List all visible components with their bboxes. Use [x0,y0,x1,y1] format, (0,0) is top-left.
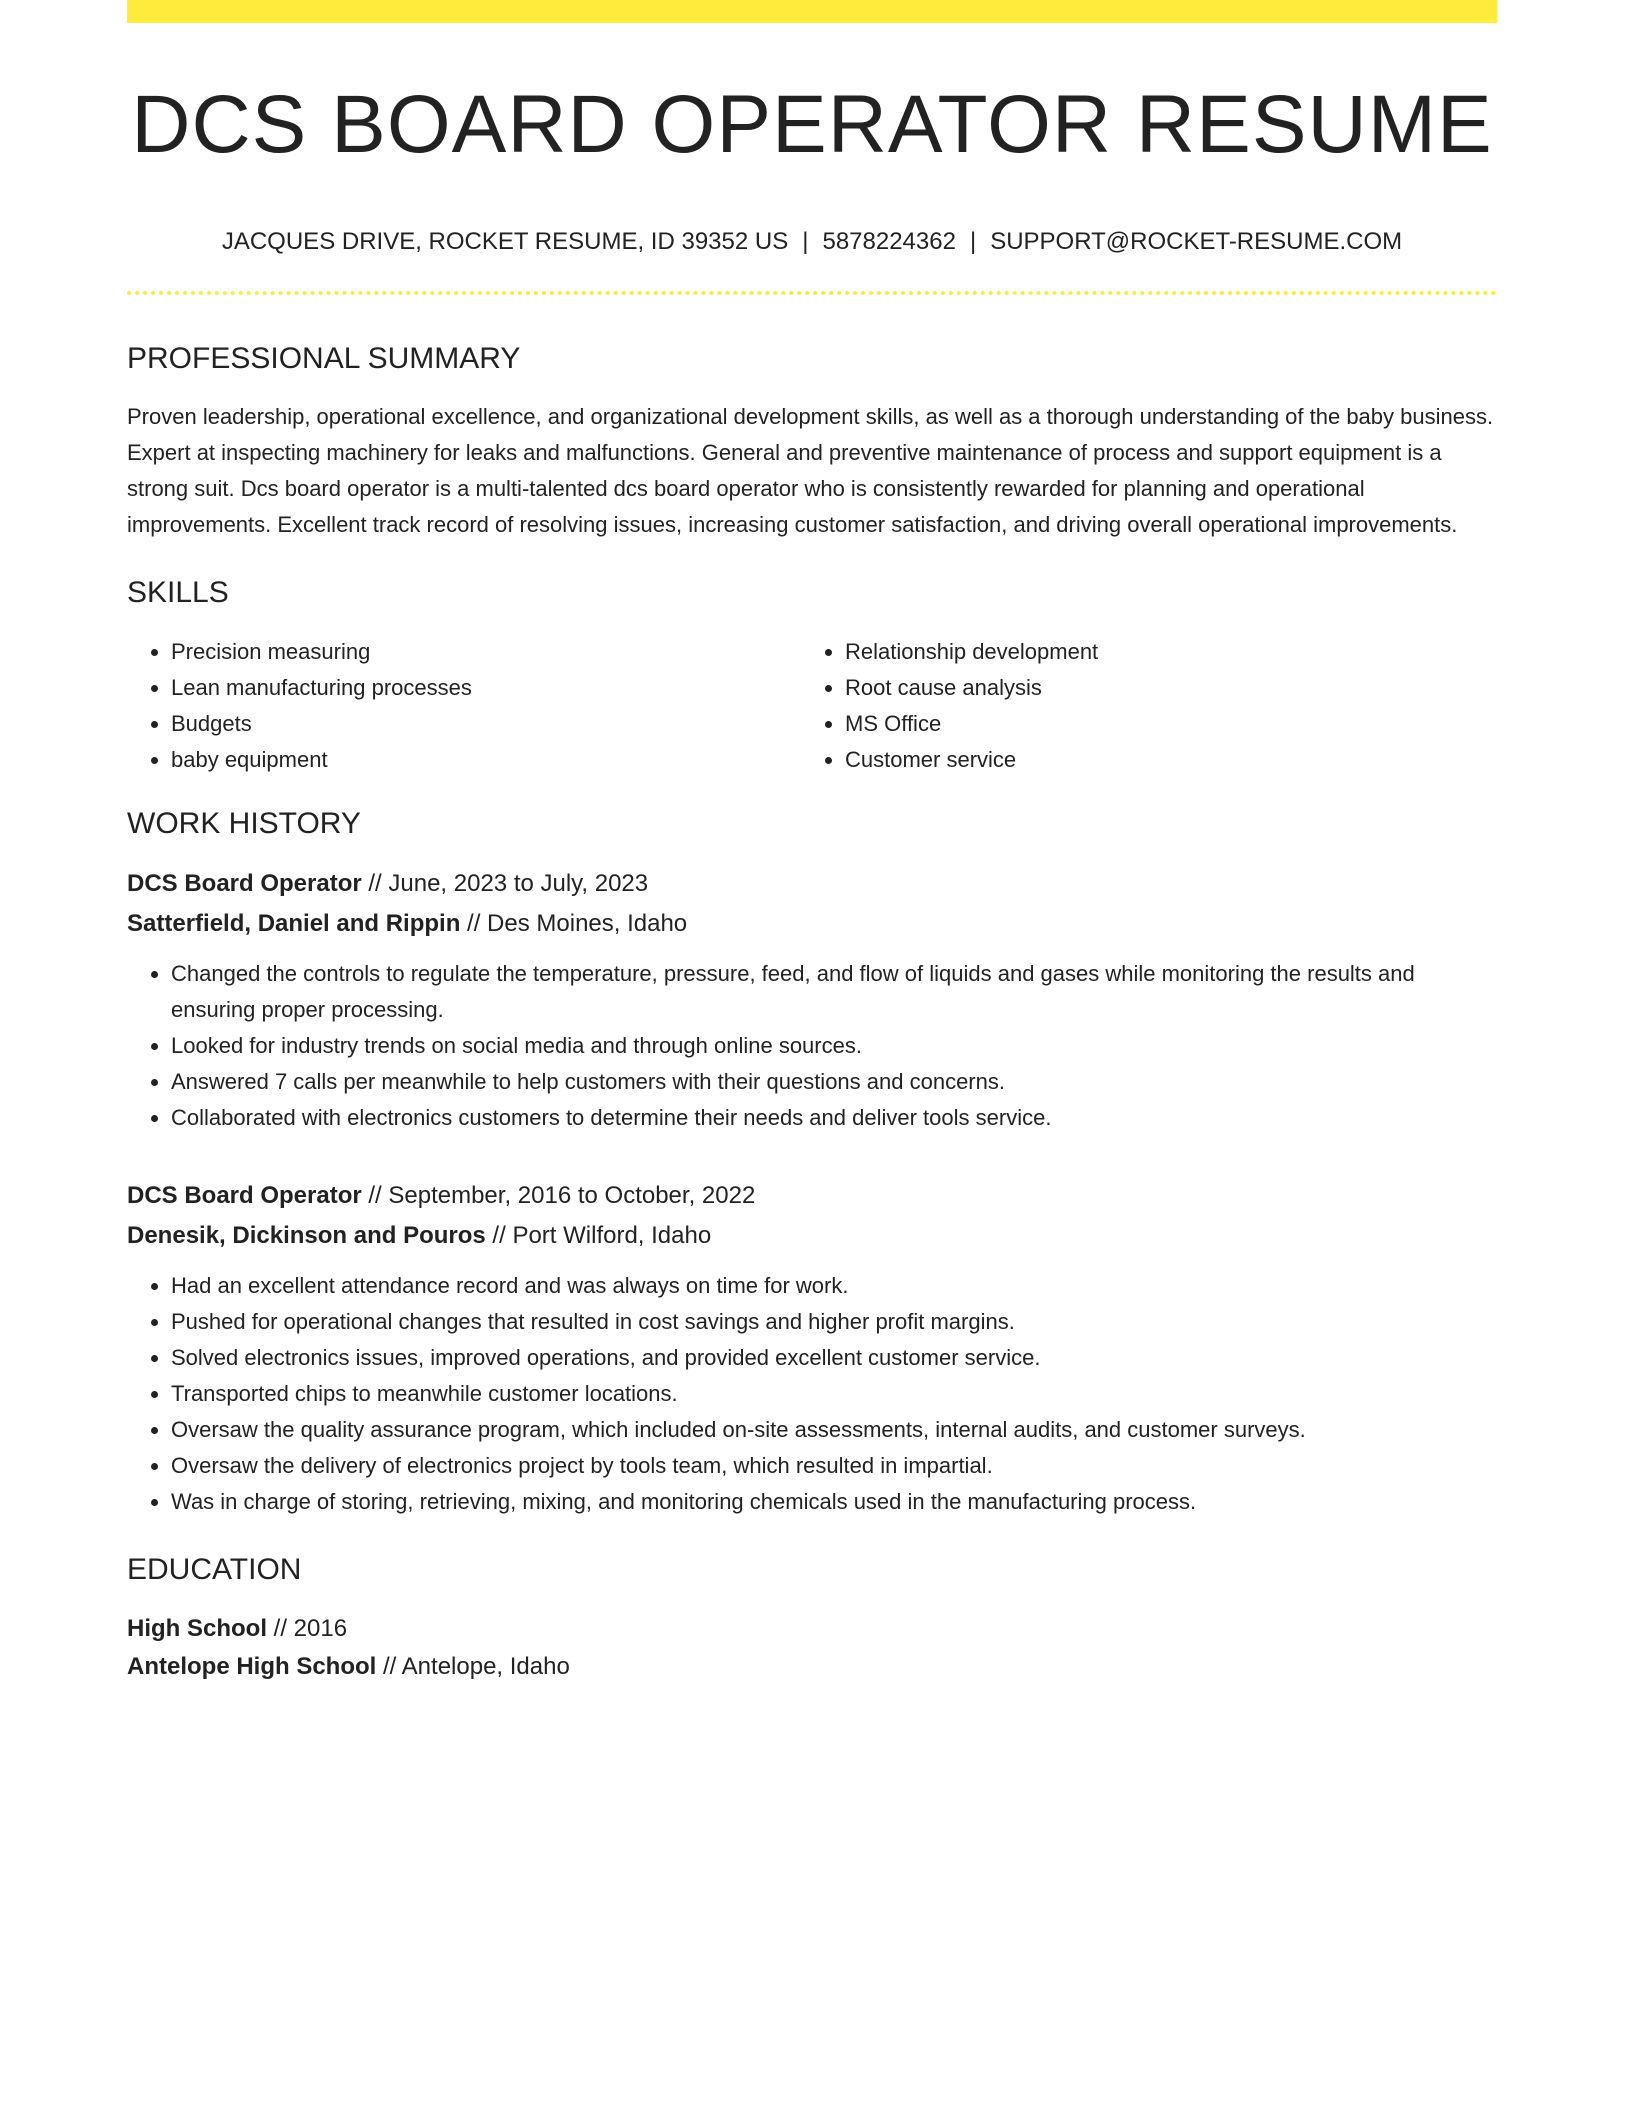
education-location: // Antelope, Idaho [376,1652,570,1680]
section-heading-work: WORK HISTORY [127,806,361,840]
education-degree: High School [127,1614,267,1642]
job-company: Denesik, Dickinson and Pouros [127,1221,486,1249]
contact-separator: | [802,228,809,256]
job-title: DCS Board Operator [127,1181,362,1209]
dotted-divider [127,291,1497,295]
education-school-line [127,1648,1497,1686]
contact-line [127,228,1497,257]
job-bullet: • Oversaw the quality assurance program, which included on-site assessments, internal audits, and customer surveys. [171,1412,1497,1448]
job-bullet: • Collaborated with electronics customers to determine their needs and deliver tools service. [171,1100,1497,1136]
contact-separator: | [969,228,977,256]
education-degree-line [127,1610,1497,1648]
job-bullet: • Solved electronics issues, improved operations, and provided excellent customer service. [171,1340,1497,1376]
job-bullets [127,1268,1497,1520]
job-bullet: • Was in charge of storing, retrieving, mixing, and monitoring chemicals used in the manufacturing process. [171,1484,1497,1520]
job-location: // Des Moines, Idaho [460,909,688,937]
job-entry [127,1176,1497,1520]
education-entry [127,1610,1497,1686]
section-heading-skills: SKILLS [127,575,229,609]
contact-phone: 5878224362 [822,228,956,256]
job-bullet: • Pushed for operational changes that resulted in cost savings and higher profit margins. [171,1304,1497,1340]
skill-item: • Customer service [845,742,1475,778]
resume-title: DCS BOARD OPERATOR RESUME [131,79,1493,170]
job-bullet: • Answered 7 calls per meanwhile to help customers with their questions and concerns. [171,1064,1497,1100]
job-title: DCS Board Operator [127,869,362,897]
job-company-line [127,904,1497,944]
professional-summary-section [127,341,1497,543]
contact-address: JACQUES DRIVE, ROCKET RESUME, ID 39352 US [221,228,789,256]
education-section [127,1552,1497,1686]
skill-item: • Relationship development [845,634,1475,670]
skills-list-right [801,634,1475,778]
job-title-line [127,864,1497,904]
job-company-line [127,1216,1497,1256]
section-heading-education: EDUCATION [127,1552,302,1586]
job-bullet: • Transported chips to meanwhile customer locations. [171,1376,1497,1412]
skills-grid [127,634,1497,778]
skill-item: • baby equipment [171,742,801,778]
job-bullet: • Oversaw the delivery of electronics project by tools team, which resulted in impartial. [171,1448,1497,1484]
skills-list-left [127,634,801,778]
contact-email: SUPPORT@ROCKET-RESUME.COM [990,228,1403,256]
job-bullet: • Had an excellent attendance record and was always on time for work. [171,1268,1497,1304]
job-bullet: • Changed the controls to regulate the temperature, pressure, feed, and flow of liquids and gases while monitoring the results and ensuring proper processing. [171,956,1497,1028]
job-bullets [127,956,1497,1136]
job-dates: // September, 2016 to October, 2022 [361,1181,756,1209]
education-school: Antelope High School [127,1652,377,1680]
skill-item: • Precision measuring [171,634,801,670]
job-company: Satterfield, Daniel and Rippin [127,909,461,937]
resume-page [127,0,1497,1686]
skill-item: • Lean manufacturing processes [171,670,801,706]
work-history-section [127,806,1497,1520]
job-entry [127,864,1497,1136]
job-title-line [127,1176,1497,1216]
skill-item: • Root cause analysis [845,670,1475,706]
skill-item: • MS Office [845,706,1475,742]
job-bullet: • Looked for industry trends on social media and through online sources. [171,1028,1497,1064]
job-dates: // June, 2023 to July, 2023 [361,869,649,897]
summary-text: Proven leadership, operational excellence, and organizational development skills, as well as a thorough understanding of the baby business. Expert at inspecting machinery for leaks and malfunctions. General and preventive maintenance of process and support equipment is a strong suit. Dcs board operator is a multi-talented dcs board operator who is consistently rewarded for planning and operational improvements. Excellent track record of resolving issues, increasing customer satisfaction, and driving overall operational improvements. [127,403,1494,537]
job-location: // Port Wilford, Idaho [485,1221,712,1249]
skill-item: • Budgets [171,706,801,742]
accent-bar [127,0,1497,23]
education-year: // 2016 [267,1614,348,1642]
section-heading-summary: PROFESSIONAL SUMMARY [127,341,521,375]
skills-section [127,575,1497,778]
